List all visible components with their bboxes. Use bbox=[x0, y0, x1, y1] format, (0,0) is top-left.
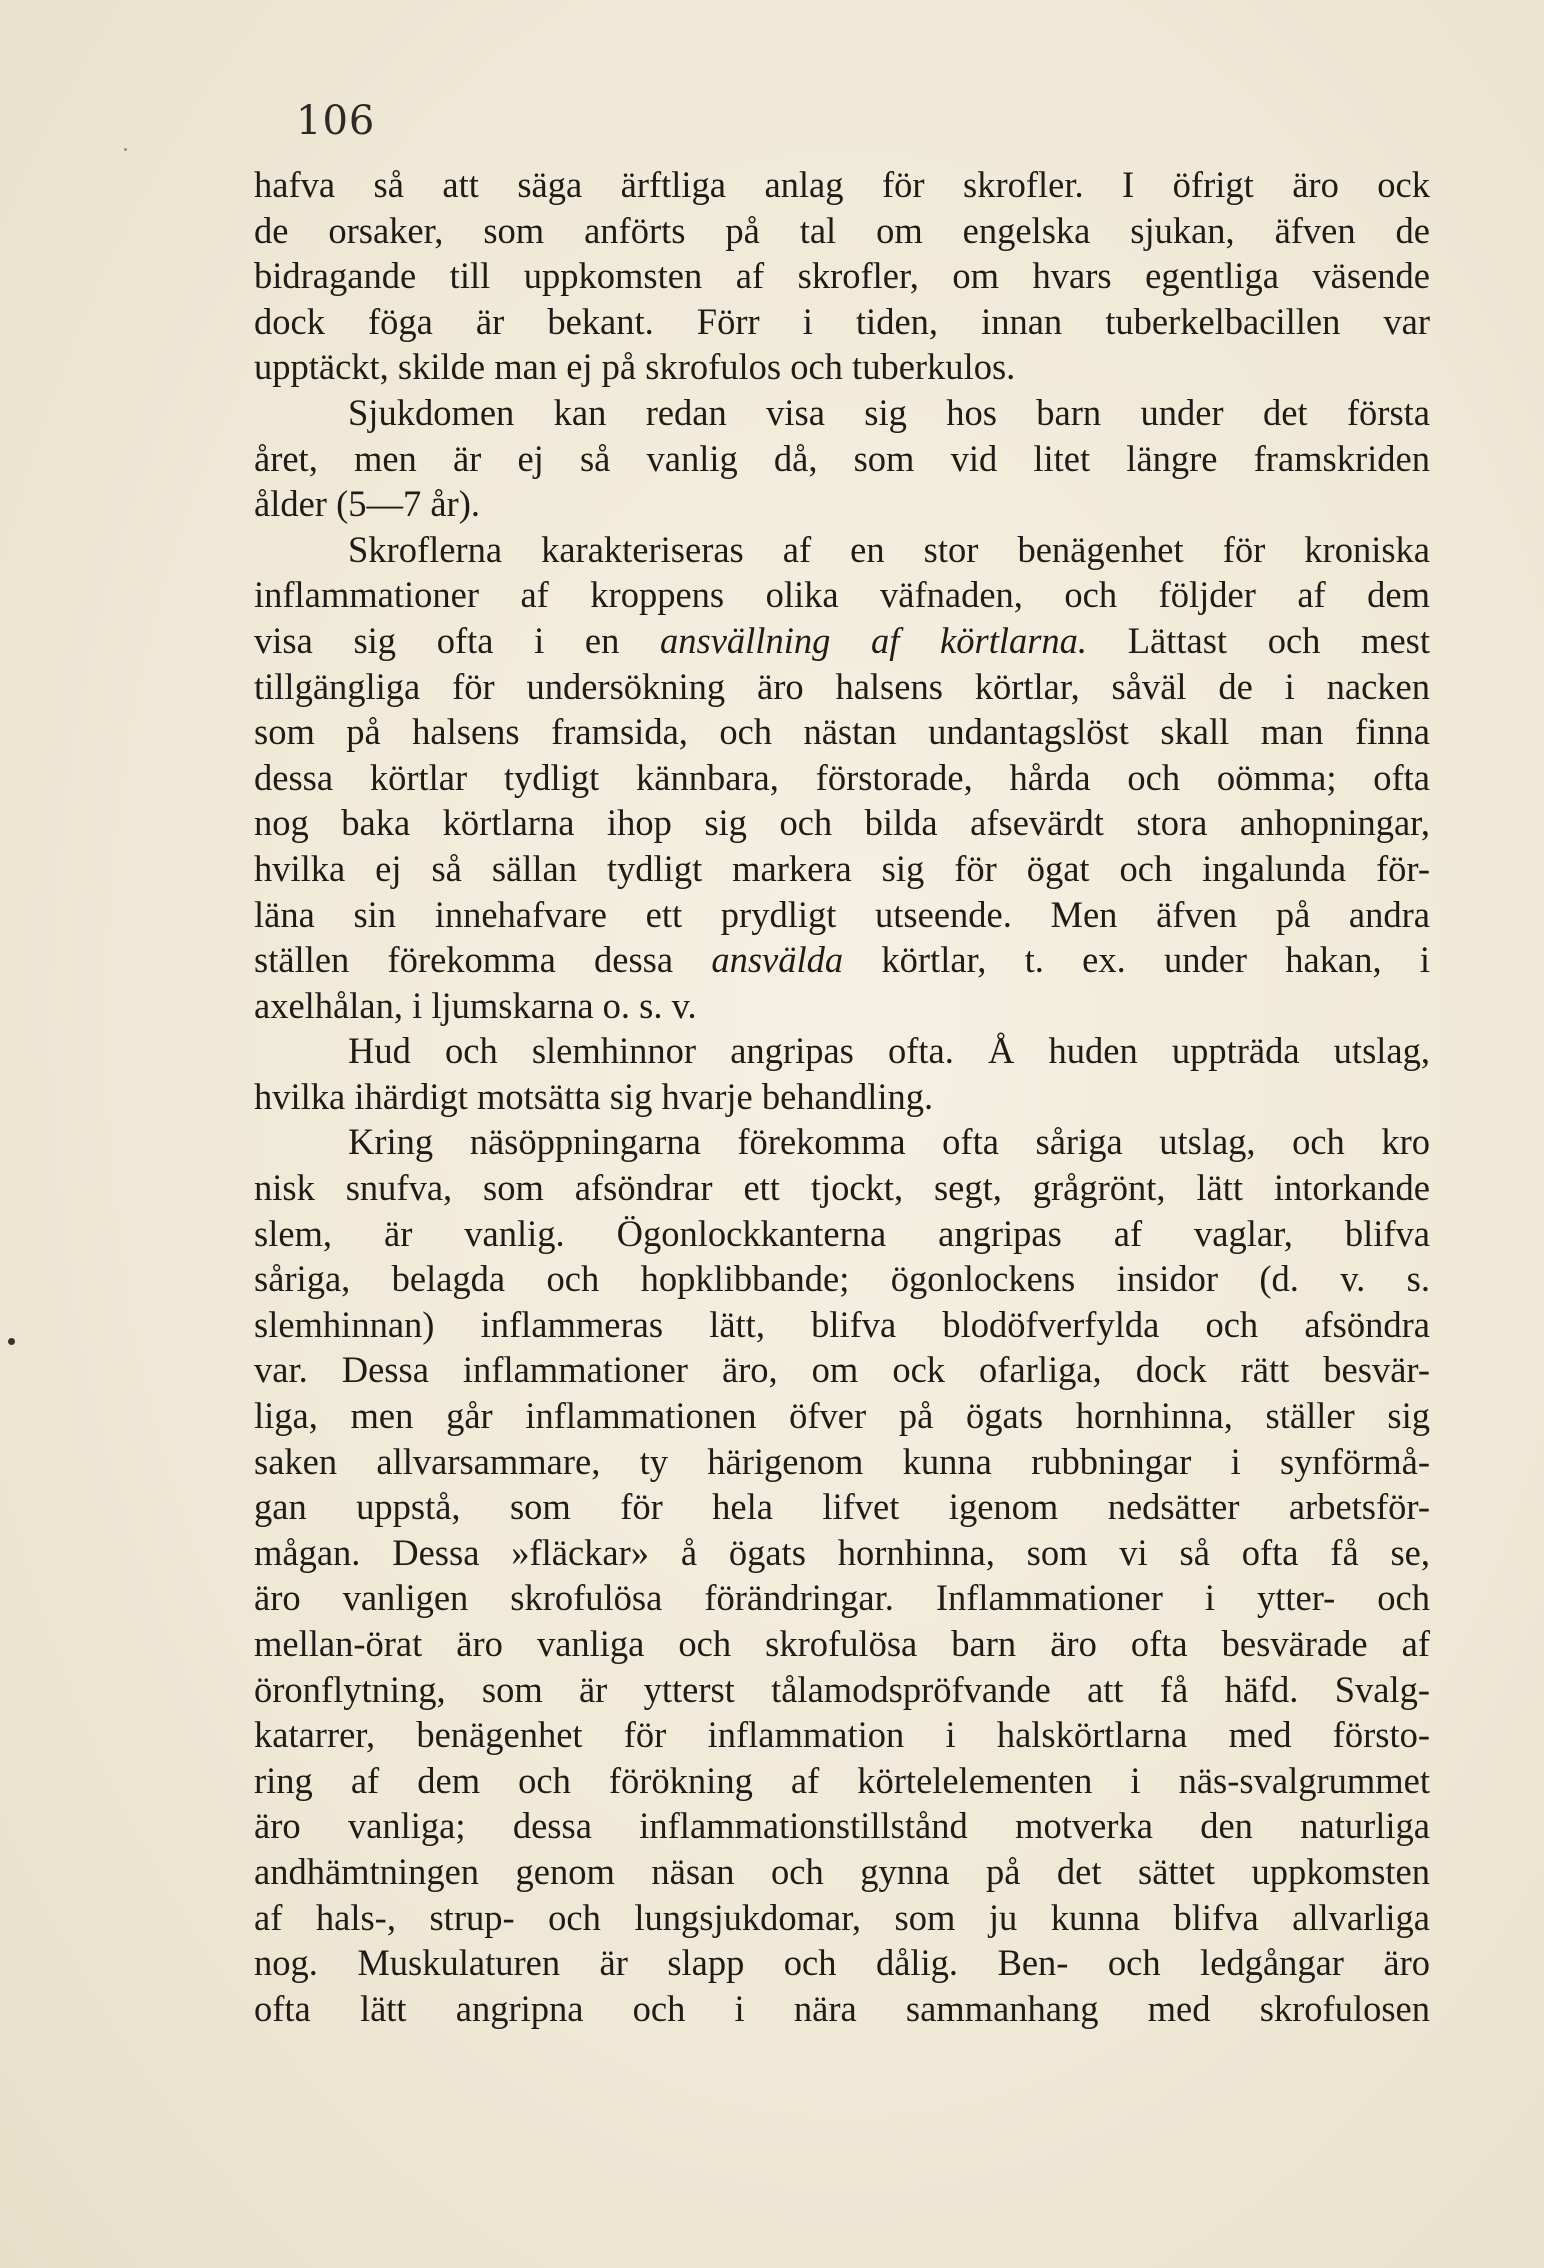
text-run: mågan. Dessa »fläckar» å ögats hornhinna, som vi så ofta få se, bbox=[254, 1531, 1430, 1573]
text-line bbox=[254, 800, 1430, 846]
text-run: läna sin innehafvare ett prydligt utseende. Men äfven på andra bbox=[254, 893, 1430, 935]
text-run: visa sig ofta i en bbox=[254, 619, 661, 661]
text-run: liga, men går inflammationen öfver på ögats hornhinna, ställer sig bbox=[254, 1395, 1430, 1437]
text-line bbox=[254, 1849, 1430, 1895]
text-line bbox=[254, 846, 1430, 892]
text-line bbox=[254, 1803, 1430, 1849]
text-line bbox=[254, 344, 1430, 390]
italic-text-run: ansvällning af körtlarna. bbox=[660, 619, 1088, 661]
text-run: slem, är vanlig. Ögonlockkanterna angripas af vaglar, blifva bbox=[254, 1212, 1430, 1254]
text-line bbox=[254, 983, 1430, 1029]
body-text bbox=[254, 162, 1430, 2031]
text-line bbox=[254, 1667, 1430, 1713]
text-run: dessa körtlar tydligt kännbara, förstorade, hårda och oömma; ofta bbox=[254, 756, 1430, 798]
text-line bbox=[254, 709, 1430, 755]
text-run: hvilka ihärdigt motsätta sig hvarje behandling. bbox=[254, 1075, 934, 1117]
text-run: såriga, belagda och hopklibbande; ögonlockens insidor (d. v. s. bbox=[254, 1258, 1430, 1300]
text-line bbox=[254, 1347, 1430, 1393]
paper-speck bbox=[8, 1338, 15, 1345]
paragraph bbox=[254, 1119, 1430, 2031]
text-run: ålder (5—7 år). bbox=[254, 483, 480, 525]
text-line bbox=[254, 1940, 1430, 1986]
text-run: andhämtningen genom näsan och gynna på det sättet uppkomsten bbox=[254, 1850, 1430, 1892]
text-line bbox=[254, 1530, 1430, 1576]
text-run: Lättast och mest bbox=[1087, 619, 1430, 661]
text-line bbox=[254, 1074, 1430, 1120]
text-line bbox=[254, 390, 1430, 436]
text-line bbox=[254, 1302, 1430, 1348]
text-run: var. Dessa inflammationer äro, om ock ofarliga, dock rätt besvär- bbox=[254, 1349, 1430, 1391]
text-line bbox=[254, 1393, 1430, 1439]
text-run: ställen förekomma dessa bbox=[254, 939, 712, 981]
text-line bbox=[254, 1165, 1430, 1211]
text-line bbox=[254, 664, 1430, 710]
text-run: upptäckt, skilde man ej på skrofulos och tuberkulos. bbox=[254, 346, 1016, 388]
text-line bbox=[254, 755, 1430, 801]
text-run: gan uppstå, som för hela lifvet igenom nedsätter arbetsför- bbox=[254, 1486, 1430, 1528]
text-run: tillgängliga för undersökning äro halsens körtlar, såväl de i nacken bbox=[254, 665, 1430, 707]
text-run: hvilka ej så sällan tydligt markera sig för ögat och ingalunda för- bbox=[254, 847, 1430, 889]
text-run: äro vanliga; dessa inflammationstillstånd motverka den naturliga bbox=[254, 1805, 1430, 1847]
text-run: de orsaker, som anförts på tal om engelska sjukan, äfven de bbox=[254, 209, 1430, 251]
text-line bbox=[254, 436, 1430, 482]
text-run: axelhålan, i ljumskarna o. s. v. bbox=[254, 984, 697, 1026]
text-run: dock föga är bekant. Förr i tiden, innan tuberkelbacillen var bbox=[254, 300, 1430, 342]
text-run: bidragande till uppkomsten af skrofler, om hvars egentliga väsende bbox=[254, 255, 1430, 297]
text-line bbox=[254, 1575, 1430, 1621]
text-line bbox=[254, 1119, 1430, 1165]
text-line bbox=[254, 1439, 1430, 1485]
text-line bbox=[254, 1484, 1430, 1530]
text-run: ofta lätt angripna och i nära sammanhang med skrofulosen bbox=[254, 1987, 1430, 2029]
text-line bbox=[254, 1712, 1430, 1758]
text-run: året, men är ej så vanlig då, som vid litet längre framskriden bbox=[254, 437, 1430, 479]
paragraph bbox=[254, 390, 1430, 527]
text-run: nog. Muskulaturen är slapp och dålig. Ben- och ledgångar äro bbox=[254, 1942, 1430, 1984]
text-run: Sjukdomen kan redan visa sig hos barn under det första bbox=[348, 391, 1430, 433]
text-line bbox=[254, 1621, 1430, 1667]
text-line bbox=[254, 1211, 1430, 1257]
text-run: Kring näsöppningarna förekomma ofta såriga utslag, och kro bbox=[348, 1121, 1430, 1163]
text-run: saken allvarsammare, ty härigenom kunna rubbningar i synförmå- bbox=[254, 1440, 1430, 1482]
text-line bbox=[254, 299, 1430, 345]
text-line bbox=[254, 1256, 1430, 1302]
page-number: 106 bbox=[296, 98, 376, 144]
text-run: öronflytning, som är ytterst tålamodspröfvande att få häfd. Svalg- bbox=[254, 1668, 1430, 1710]
paper-speck bbox=[124, 148, 127, 151]
text-run: mellan-örat äro vanliga och skrofulösa barn äro ofta besvärade af bbox=[254, 1623, 1430, 1664]
text-line bbox=[254, 618, 1430, 664]
text-line bbox=[254, 1758, 1430, 1804]
text-run: inflammationer af kroppens olika väfnaden, och följder af dem bbox=[254, 574, 1430, 616]
text-run: nog baka körtlarna ihop sig och bilda afsevärdt stora anhopningar, bbox=[254, 802, 1430, 844]
text-run: som på halsens framsida, och nästan undantagslöst skall man finna bbox=[254, 711, 1430, 753]
text-line bbox=[254, 162, 1430, 208]
text-line bbox=[254, 208, 1430, 254]
text-run: slemhinnan) inflammeras lätt, blifva blodöfverfylda och afsöndra bbox=[254, 1303, 1430, 1345]
text-line bbox=[254, 1986, 1430, 2032]
paragraph bbox=[254, 527, 1430, 1029]
text-run: Hud och slemhinnor angripas ofta. Å huden uppträda utslag, bbox=[348, 1030, 1430, 1072]
text-line bbox=[254, 1895, 1430, 1941]
text-line bbox=[254, 1028, 1430, 1074]
text-line bbox=[254, 527, 1430, 573]
text-run: körtlar, t. ex. under hakan, i bbox=[843, 939, 1430, 981]
text-run: af hals-, strup- och lungsjukdomar, som ju kunna blifva allvarliga bbox=[254, 1896, 1430, 1938]
text-run: katarrer, benägenhet för inflammation i halskörtlarna med försto- bbox=[254, 1714, 1430, 1756]
text-line bbox=[254, 892, 1430, 938]
text-line bbox=[254, 481, 1430, 527]
text-line bbox=[254, 937, 1430, 983]
text-run: äro vanligen skrofulösa förändringar. Inflammationer i ytter- och bbox=[254, 1577, 1430, 1619]
text-line bbox=[254, 572, 1430, 618]
paragraph bbox=[254, 1028, 1430, 1119]
text-run: ring af dem och förökning af körtelelementen i näs-svalgrummet bbox=[254, 1759, 1430, 1801]
italic-text-run: ansvälda bbox=[711, 939, 844, 981]
paragraph bbox=[254, 162, 1430, 390]
text-run: nisk snufva, som afsöndrar ett tjockt, segt, grågrönt, lätt intorkande bbox=[254, 1167, 1430, 1209]
text-line bbox=[254, 253, 1430, 299]
text-run: hafva så att säga ärftliga anlag för skrofler. I öfrigt äro ock bbox=[254, 164, 1430, 205]
text-run: Skroflerna karakteriseras af en stor benägenhet för kroniska bbox=[348, 528, 1430, 570]
